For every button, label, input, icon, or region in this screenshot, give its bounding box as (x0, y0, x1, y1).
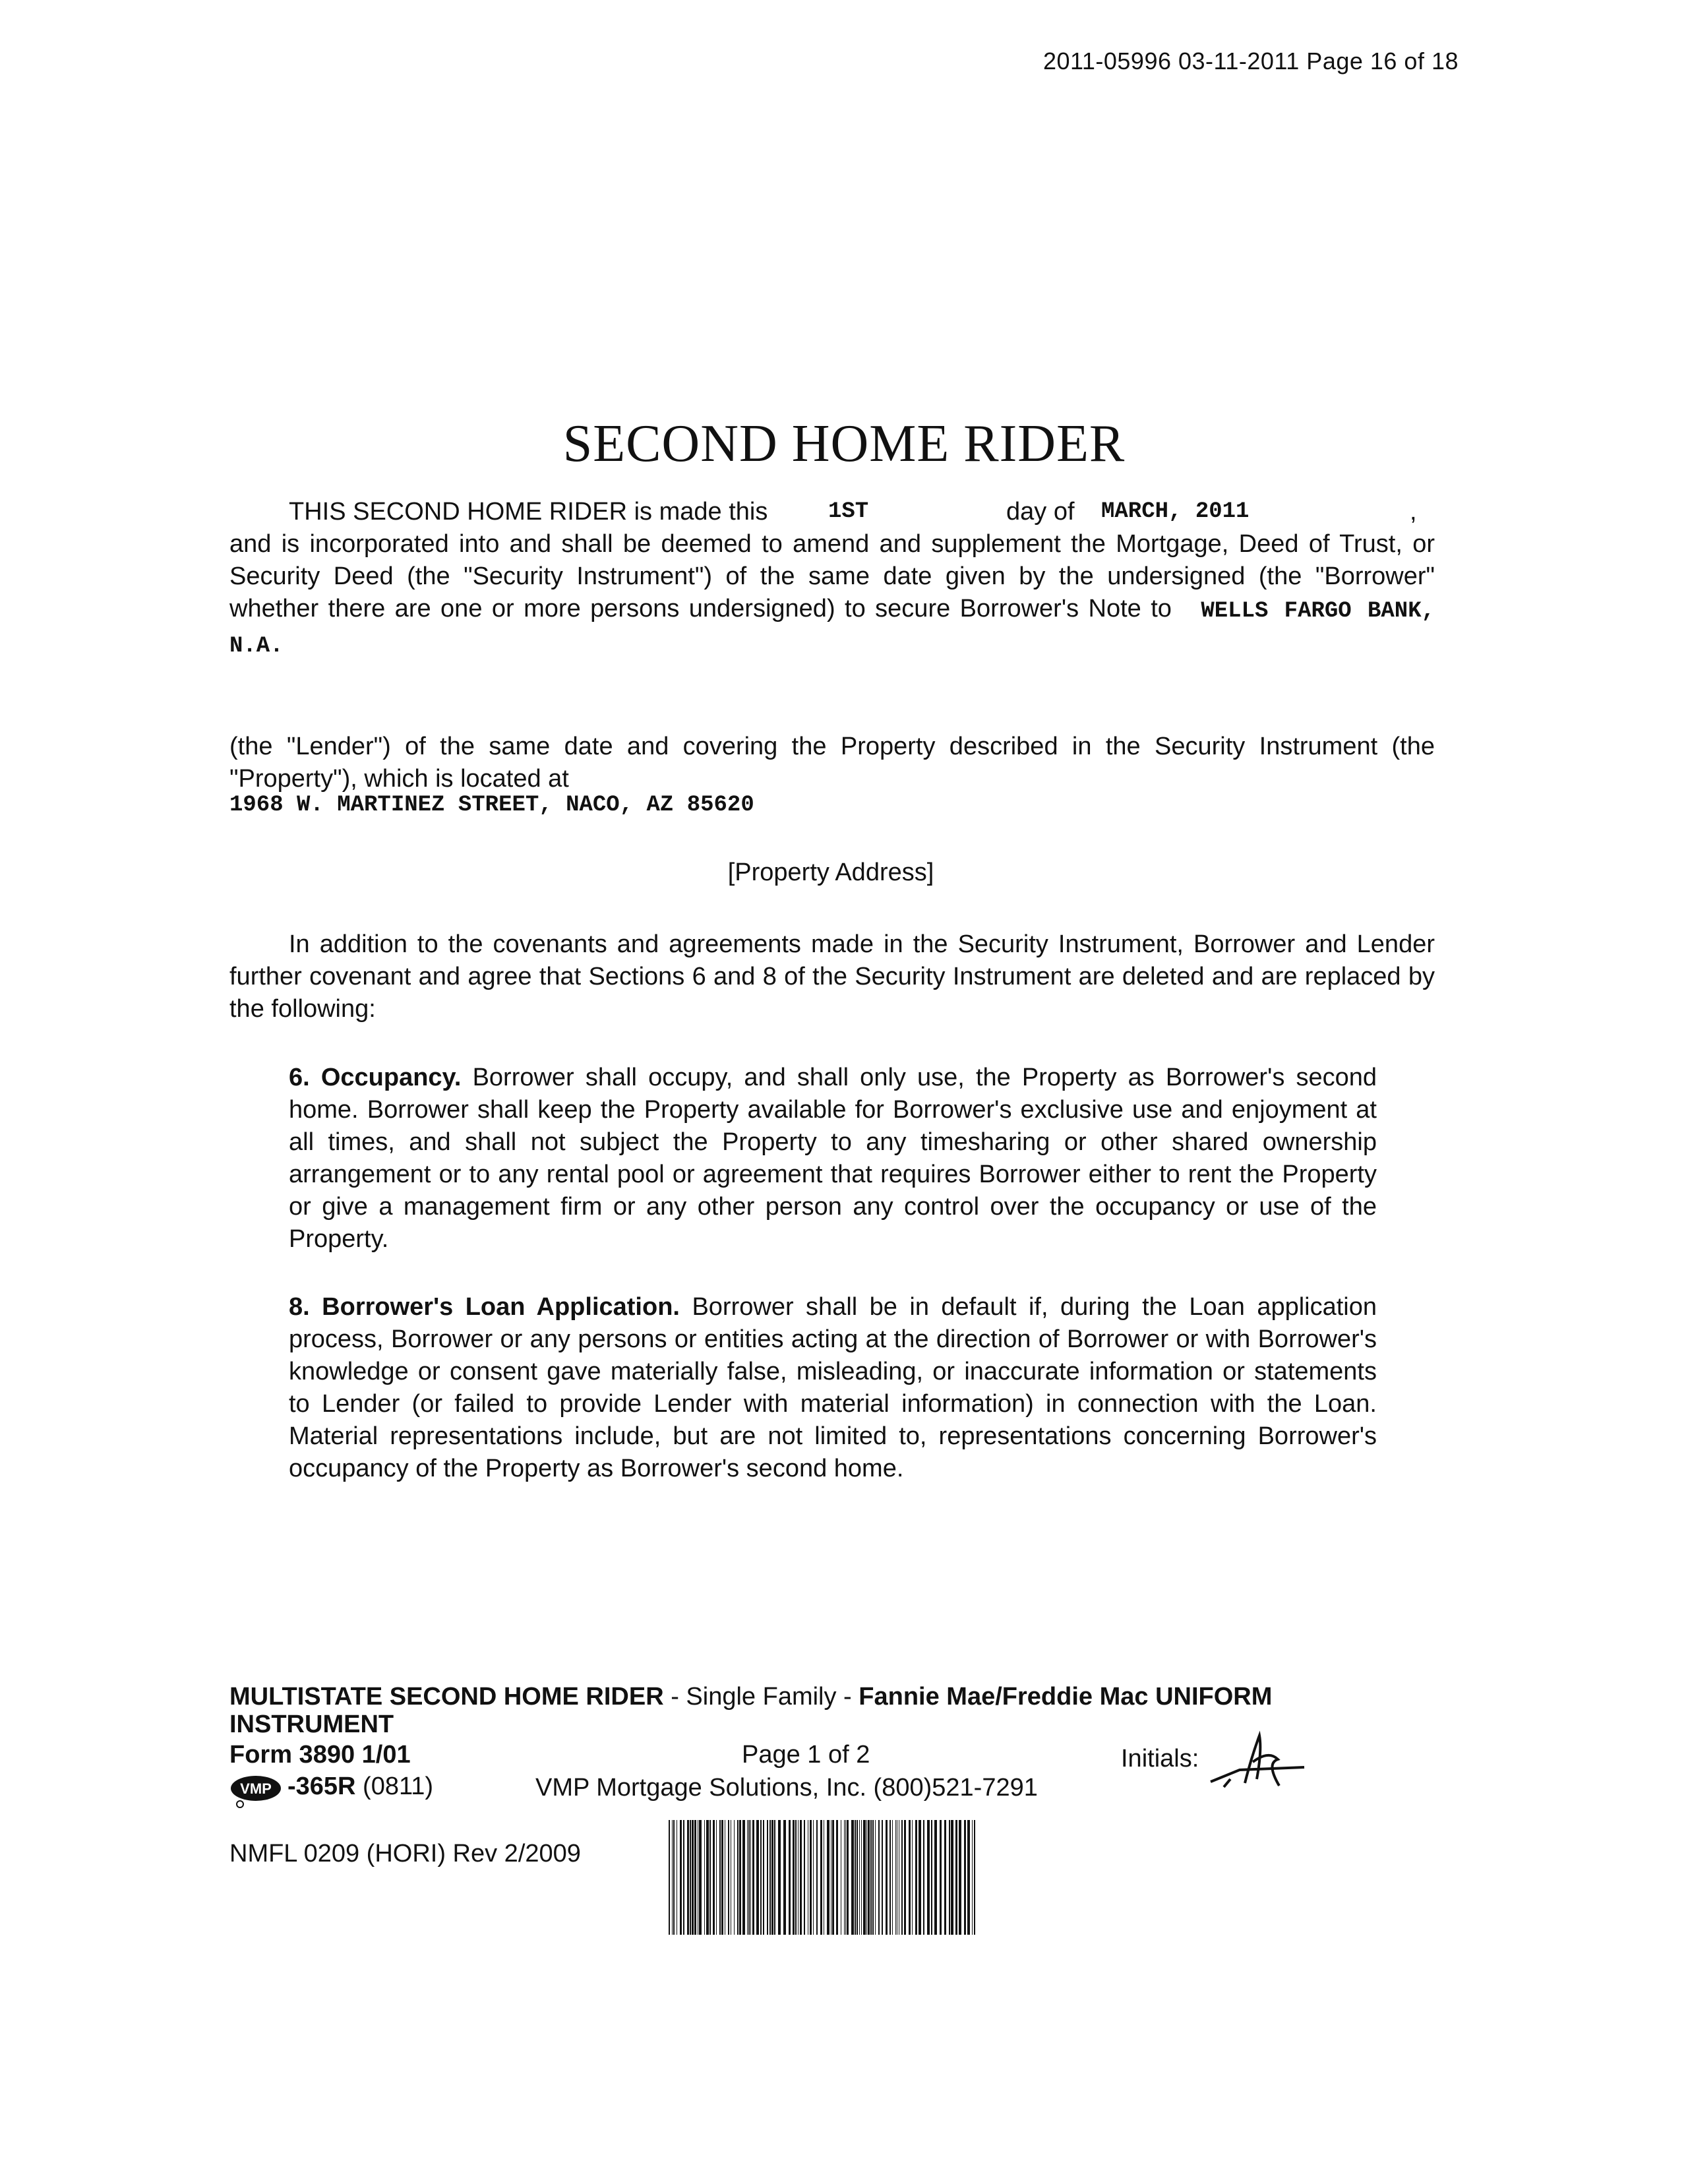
document-reference: 2011-05996 03-11-2011 Page 16 of 18 (1042, 47, 1459, 75)
initials-signature-icon (1205, 1730, 1324, 1790)
section-heading: Borrower's Loan Application. (322, 1293, 680, 1321)
page-title: SECOND HOME RIDER (562, 415, 1126, 473)
section-text: Borrower shall occupy, and shall only use, the Property as Borrower's second home. Borrower shall keep the Property available for Borrower's exclusive use and enjoyment at all times, and shall not subject the Property to any timesharing or other shared ownership arrangement or to any rental pool or agreement that requires Borrower either to rent the Property or give a management firm or any other person any control over the occupancy or use of the Property. (289, 1064, 1377, 1253)
section-occupancy (289, 1062, 1377, 1256)
intro-paragraph (229, 496, 1435, 663)
barcode-icon (669, 1820, 979, 1935)
intro-day-of: day of (1006, 498, 1075, 526)
intro-first-line (229, 496, 1435, 528)
property-address: 1968 W. MARTINEZ STREET, NACO, AZ 85620 (229, 793, 754, 818)
lender-name: WELLS FARGO BANK, N.A. (229, 599, 1435, 659)
footer-title-part2: - Single Family - (663, 1683, 859, 1711)
section-number: 8. (289, 1293, 310, 1321)
intro-text: and is incorporated into and shall be deemed to amend and supplement the Mortgage, Deed of Trust, or Security Deed (the "Security Instrument") of the same date given by the undersigned (the "Borrower" whether there are one or more persons undersigned) to secure Borrower's Note to (229, 530, 1435, 622)
vmp-company: VMP Mortgage Solutions, Inc. (800)521-7291 (535, 1774, 1038, 1802)
covenants-paragraph: In addition to the covenants and agreements made in the Security Instrument, Borrower and Lender further covenant and agree that Sections 6 and 8 of the Security Instrument are deleted and are replaced by the following: (229, 930, 1435, 1023)
property-address-label: [Property Address] (727, 859, 934, 886)
vmp-code-suffix: (0811) (355, 1773, 434, 1800)
section-loan-application (289, 1291, 1377, 1485)
rider-day: 1ST (828, 499, 869, 524)
vmp-code-number: -365R (287, 1773, 356, 1800)
vmp-logo-text: VMP (240, 1780, 272, 1797)
vmp-logo-icon (229, 1774, 285, 1808)
footer-title-part3: Fannie Mae/Freddie Mac UNIFORM INSTRUMENT (229, 1683, 1273, 1738)
lender-paragraph: (the "Lender") of the same date and covering the Property described in the Security Instrument (the "Property"), which is located at (229, 733, 1435, 793)
vmp-form-code (287, 1773, 433, 1801)
footer-title-part1: MULTISTATE SECOND HOME RIDER (229, 1683, 664, 1711)
intro-lead: THIS SECOND HOME RIDER is made this (289, 498, 768, 526)
section-number: 6. (289, 1064, 310, 1091)
rider-month-year: MARCH, 2011 (1101, 499, 1250, 524)
page-number: Page 1 of 2 (742, 1741, 870, 1769)
initials-label: Initials: (1121, 1745, 1199, 1773)
nmfl-form-code: NMFL 0209 (HORI) Rev 2/2009 (229, 1840, 581, 1867)
form-number: Form 3890 1/01 (229, 1741, 411, 1769)
section-text: Borrower shall be in default if, during the Loan application process, Borrower or any persons or entities acting at the direction of Borrower or with Borrower's knowledge or consent gave materially false, misleading, or inaccurate information or statements to Lender (or failed to provide Lender with material information) in connection with the Loan. Material representations include, but are not limited to, representations concerning Borrower's occupancy of the Property as Borrower's second home. (289, 1293, 1377, 1482)
section-heading: Occupancy. (320, 1064, 462, 1091)
intro-comma: , (1410, 498, 1417, 526)
